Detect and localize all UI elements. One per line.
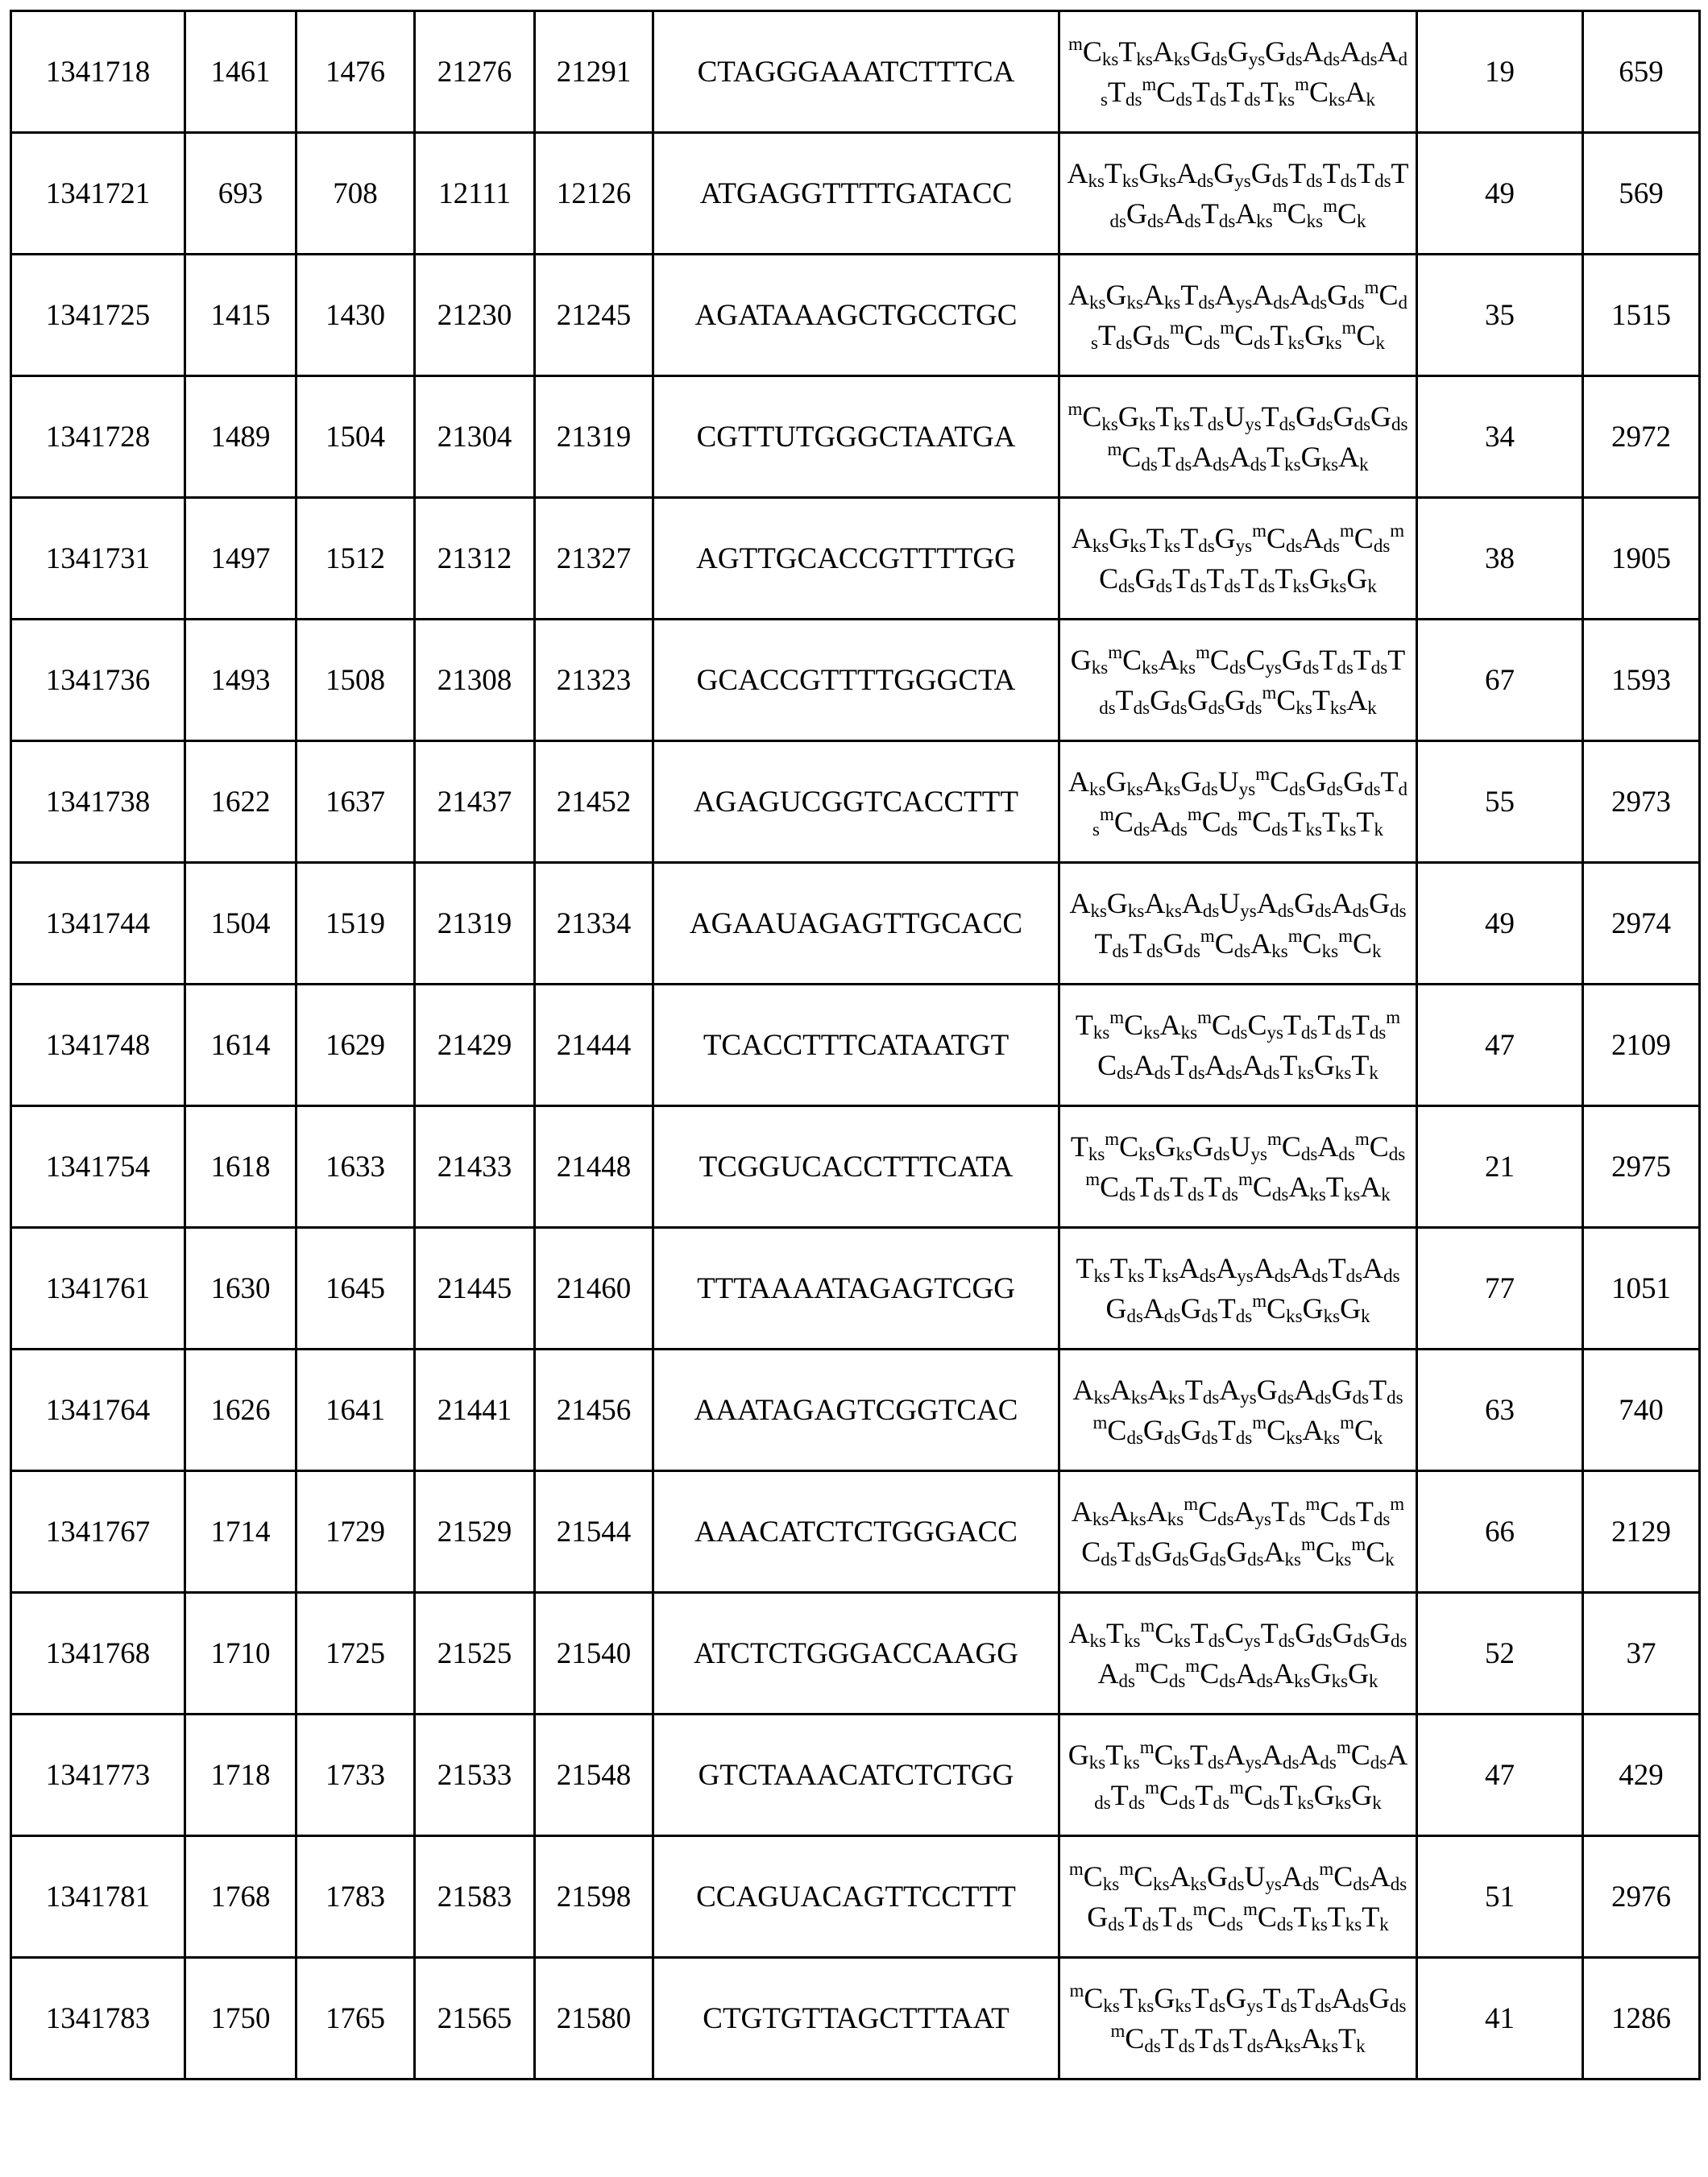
table-row bbox=[11, 1593, 1700, 1715]
stop-site-2-cell: 21544 bbox=[535, 1471, 653, 1593]
compound-id-cell: 1341721 bbox=[11, 133, 185, 255]
compound-id-cell: 1341764 bbox=[11, 1350, 185, 1471]
compound-id-cell: 1341783 bbox=[11, 1958, 185, 2080]
table-row bbox=[11, 1958, 1700, 2080]
seq-id-cell: 2975 bbox=[1583, 1106, 1700, 1228]
compound-id-cell: 1341773 bbox=[11, 1715, 185, 1836]
stop-site-1-cell: 1430 bbox=[296, 255, 415, 376]
start-site-1-cell: 1626 bbox=[185, 1350, 296, 1471]
value-cell: 49 bbox=[1417, 863, 1583, 985]
stop-site-2-cell: 21319 bbox=[535, 376, 653, 498]
start-site-2-cell: 21319 bbox=[415, 863, 535, 985]
start-site-1-cell: 1718 bbox=[185, 1715, 296, 1836]
value-cell: 38 bbox=[1417, 498, 1583, 620]
chemistry-notation-cell: AksGksTksTdsGysmCdsAdsmCdsmCdsGdsTdsTdsTdsTksGksGk bbox=[1059, 498, 1417, 620]
stop-site-1-cell: 1508 bbox=[296, 620, 415, 741]
compound-id-cell: 1341748 bbox=[11, 985, 185, 1106]
chemistry-notation-cell: GksmCksAksmCdsCysGdsTdsTdsTdsTdsGdsGdsGdsmCksTksAk bbox=[1059, 620, 1417, 741]
seq-id-cell: 740 bbox=[1583, 1350, 1700, 1471]
sequence-cell: AAACATCTCTGGGACC bbox=[653, 1471, 1059, 1593]
sequence-cell: CGTTUTGGGCTAATGA bbox=[653, 376, 1059, 498]
stop-site-1-cell: 1641 bbox=[296, 1350, 415, 1471]
value-cell: 21 bbox=[1417, 1106, 1583, 1228]
table-row bbox=[11, 863, 1700, 985]
stop-site-2-cell: 21452 bbox=[535, 741, 653, 863]
chemistry-notation-cell: mCksmCksAksGdsUysAdsmCdsAdsGdsTdsTdsmCdsmCdsTksTksTk bbox=[1059, 1836, 1417, 1958]
stop-site-2-cell: 21448 bbox=[535, 1106, 653, 1228]
start-site-1-cell: 1710 bbox=[185, 1593, 296, 1715]
stop-site-1-cell: 1629 bbox=[296, 985, 415, 1106]
table-body bbox=[11, 11, 1700, 2080]
table-row bbox=[11, 1350, 1700, 1471]
value-cell: 47 bbox=[1417, 985, 1583, 1106]
seq-id-cell: 2976 bbox=[1583, 1836, 1700, 1958]
sequence-cell: ATGAGGTTTTGATACC bbox=[653, 133, 1059, 255]
stop-site-1-cell: 1729 bbox=[296, 1471, 415, 1593]
stop-site-1-cell: 1512 bbox=[296, 498, 415, 620]
table-row bbox=[11, 498, 1700, 620]
table-row bbox=[11, 376, 1700, 498]
sequence-cell: TTTAAAATAGAGTCGG bbox=[653, 1228, 1059, 1350]
start-site-1-cell: 1489 bbox=[185, 376, 296, 498]
start-site-2-cell: 21529 bbox=[415, 1471, 535, 1593]
start-site-1-cell: 1750 bbox=[185, 1958, 296, 2080]
start-site-2-cell: 21276 bbox=[415, 11, 535, 133]
compound-id-cell: 1341767 bbox=[11, 1471, 185, 1593]
start-site-2-cell: 21433 bbox=[415, 1106, 535, 1228]
start-site-1-cell: 693 bbox=[185, 133, 296, 255]
start-site-2-cell: 21230 bbox=[415, 255, 535, 376]
table-row bbox=[11, 255, 1700, 376]
table-row bbox=[11, 11, 1700, 133]
chemistry-notation-cell: mCksTksAksGdsGysGdsAdsAdsAdsTdsmCdsTdsTdsTksmCksAk bbox=[1059, 11, 1417, 133]
start-site-1-cell: 1714 bbox=[185, 1471, 296, 1593]
value-cell: 41 bbox=[1417, 1958, 1583, 2080]
sequence-cell: AGAGUCGGTCACCTTT bbox=[653, 741, 1059, 863]
value-cell: 35 bbox=[1417, 255, 1583, 376]
stop-site-1-cell: 1637 bbox=[296, 741, 415, 863]
value-cell: 34 bbox=[1417, 376, 1583, 498]
chemistry-notation-cell: AksGksAksAdsUysAdsGdsAdsGdsTdsTdsGdsmCdsAksmCksmCk bbox=[1059, 863, 1417, 985]
stop-site-1-cell: 1765 bbox=[296, 1958, 415, 2080]
start-site-2-cell: 21445 bbox=[415, 1228, 535, 1350]
stop-site-1-cell: 1783 bbox=[296, 1836, 415, 1958]
start-site-2-cell: 21441 bbox=[415, 1350, 535, 1471]
start-site-2-cell: 21437 bbox=[415, 741, 535, 863]
value-cell: 47 bbox=[1417, 1715, 1583, 1836]
stop-site-1-cell: 1725 bbox=[296, 1593, 415, 1715]
stop-site-2-cell: 21460 bbox=[535, 1228, 653, 1350]
seq-id-cell: 1286 bbox=[1583, 1958, 1700, 2080]
stop-site-2-cell: 21456 bbox=[535, 1350, 653, 1471]
stop-site-2-cell: 12126 bbox=[535, 133, 653, 255]
value-cell: 51 bbox=[1417, 1836, 1583, 1958]
stop-site-2-cell: 21245 bbox=[535, 255, 653, 376]
sequence-cell: AGTTGCACCGTTTTGG bbox=[653, 498, 1059, 620]
sequence-cell: TCGGUCACCTTTCATA bbox=[653, 1106, 1059, 1228]
start-site-1-cell: 1630 bbox=[185, 1228, 296, 1350]
chemistry-notation-cell: AksTksGksAdsGysGdsTdsTdsTdsTdsGdsAdsTdsAksmCksmCk bbox=[1059, 133, 1417, 255]
stop-site-1-cell: 1504 bbox=[296, 376, 415, 498]
start-site-1-cell: 1622 bbox=[185, 741, 296, 863]
stop-site-2-cell: 21444 bbox=[535, 985, 653, 1106]
start-site-1-cell: 1768 bbox=[185, 1836, 296, 1958]
seq-id-cell: 2129 bbox=[1583, 1471, 1700, 1593]
stop-site-2-cell: 21548 bbox=[535, 1715, 653, 1836]
start-site-1-cell: 1415 bbox=[185, 255, 296, 376]
value-cell: 66 bbox=[1417, 1471, 1583, 1593]
table-row bbox=[11, 620, 1700, 741]
stop-site-2-cell: 21291 bbox=[535, 11, 653, 133]
value-cell: 77 bbox=[1417, 1228, 1583, 1350]
value-cell: 63 bbox=[1417, 1350, 1583, 1471]
compound-id-cell: 1341718 bbox=[11, 11, 185, 133]
compound-id-cell: 1341725 bbox=[11, 255, 185, 376]
stop-site-2-cell: 21598 bbox=[535, 1836, 653, 1958]
start-site-2-cell: 21525 bbox=[415, 1593, 535, 1715]
chemistry-notation-cell: TksmCksGksGdsUysmCdsAdsmCdsmCdsTdsTdsTdsmCdsAksTksAk bbox=[1059, 1106, 1417, 1228]
seq-id-cell: 2972 bbox=[1583, 376, 1700, 498]
table-row bbox=[11, 1836, 1700, 1958]
seq-id-cell: 1515 bbox=[1583, 255, 1700, 376]
sequence-cell: ATCTCTGGGACCAAGG bbox=[653, 1593, 1059, 1715]
start-site-2-cell: 12111 bbox=[415, 133, 535, 255]
value-cell: 19 bbox=[1417, 11, 1583, 133]
chemistry-notation-cell: TksmCksAksmCdsCysTdsTdsTdsmCdsAdsTdsAdsAdsTksGksTk bbox=[1059, 985, 1417, 1106]
stop-site-1-cell: 1476 bbox=[296, 11, 415, 133]
sequence-cell: GCACCGTTTTGGGCTA bbox=[653, 620, 1059, 741]
sequence-cell: GTCTAAACATCTCTGG bbox=[653, 1715, 1059, 1836]
chemistry-notation-cell: mCksGksTksTdsUysTdsGdsGdsGdsmCdsTdsAdsAdsTksGksAk bbox=[1059, 376, 1417, 498]
seq-id-cell: 1905 bbox=[1583, 498, 1700, 620]
table-row bbox=[11, 1715, 1700, 1836]
start-site-1-cell: 1614 bbox=[185, 985, 296, 1106]
start-site-2-cell: 21583 bbox=[415, 1836, 535, 1958]
chemistry-notation-cell: AksGksAksTdsAysAdsAdsGdsmCdsTdsGdsmCdsmCdsTksGksmCk bbox=[1059, 255, 1417, 376]
start-site-2-cell: 21429 bbox=[415, 985, 535, 1106]
oligonucleotide-table bbox=[10, 10, 1701, 2080]
table-row bbox=[11, 741, 1700, 863]
compound-id-cell: 1341754 bbox=[11, 1106, 185, 1228]
compound-id-cell: 1341768 bbox=[11, 1593, 185, 1715]
seq-id-cell: 659 bbox=[1583, 11, 1700, 133]
value-cell: 67 bbox=[1417, 620, 1583, 741]
chemistry-notation-cell: AksAksAksmCdsAysTdsmCdsTdsmCdsTdsGdsGdsGdsAksmCksmCk bbox=[1059, 1471, 1417, 1593]
stop-site-2-cell: 21323 bbox=[535, 620, 653, 741]
compound-id-cell: 1341761 bbox=[11, 1228, 185, 1350]
seq-id-cell: 37 bbox=[1583, 1593, 1700, 1715]
chemistry-notation-cell: GksTksmCksTdsAysAdsAdsmCdsAdsTdsmCdsTdsmCdsTksGksGk bbox=[1059, 1715, 1417, 1836]
start-site-2-cell: 21304 bbox=[415, 376, 535, 498]
stop-site-1-cell: 708 bbox=[296, 133, 415, 255]
start-site-1-cell: 1504 bbox=[185, 863, 296, 985]
chemistry-notation-cell: AksTksmCksTdsCysTdsGdsGdsGdsAdsmCdsmCdsAdsAksGksGk bbox=[1059, 1593, 1417, 1715]
sequence-cell: CTAGGGAAATCTTTCA bbox=[653, 11, 1059, 133]
table-row bbox=[11, 985, 1700, 1106]
chemistry-notation-cell: AksGksAksGdsUysmCdsGdsGdsTdsmCdsAdsmCdsmCdsTksTksTk bbox=[1059, 741, 1417, 863]
seq-id-cell: 429 bbox=[1583, 1715, 1700, 1836]
value-cell: 52 bbox=[1417, 1593, 1583, 1715]
seq-id-cell: 2109 bbox=[1583, 985, 1700, 1106]
table-row bbox=[11, 133, 1700, 255]
table-row bbox=[11, 1228, 1700, 1350]
chemistry-notation-cell: TksTksTksAdsAysAdsAdsTdsAdsGdsAdsGdsTdsmCksGksGk bbox=[1059, 1228, 1417, 1350]
compound-id-cell: 1341736 bbox=[11, 620, 185, 741]
table-row bbox=[11, 1106, 1700, 1228]
stop-site-2-cell: 21327 bbox=[535, 498, 653, 620]
stop-site-1-cell: 1519 bbox=[296, 863, 415, 985]
compound-id-cell: 1341744 bbox=[11, 863, 185, 985]
seq-id-cell: 569 bbox=[1583, 133, 1700, 255]
sequence-cell: TCACCTTTCATAATGT bbox=[653, 985, 1059, 1106]
start-site-1-cell: 1493 bbox=[185, 620, 296, 741]
stop-site-1-cell: 1733 bbox=[296, 1715, 415, 1836]
start-site-2-cell: 21312 bbox=[415, 498, 535, 620]
value-cell: 55 bbox=[1417, 741, 1583, 863]
stop-site-2-cell: 21334 bbox=[535, 863, 653, 985]
seq-id-cell: 2974 bbox=[1583, 863, 1700, 985]
compound-id-cell: 1341728 bbox=[11, 376, 185, 498]
start-site-1-cell: 1497 bbox=[185, 498, 296, 620]
compound-id-cell: 1341731 bbox=[11, 498, 185, 620]
start-site-2-cell: 21308 bbox=[415, 620, 535, 741]
value-cell: 49 bbox=[1417, 133, 1583, 255]
start-site-2-cell: 21565 bbox=[415, 1958, 535, 2080]
chemistry-notation-cell: AksAksAksTdsAysGdsAdsGdsTdsmCdsGdsGdsTdsmCksAksmCk bbox=[1059, 1350, 1417, 1471]
start-site-1-cell: 1461 bbox=[185, 11, 296, 133]
compound-id-cell: 1341738 bbox=[11, 741, 185, 863]
sequence-cell: CTGTGTTAGCTTTAAT bbox=[653, 1958, 1059, 2080]
sequence-cell: CCAGUACAGTTCCTTT bbox=[653, 1836, 1059, 1958]
stop-site-1-cell: 1645 bbox=[296, 1228, 415, 1350]
stop-site-1-cell: 1633 bbox=[296, 1106, 415, 1228]
stop-site-2-cell: 21540 bbox=[535, 1593, 653, 1715]
seq-id-cell: 2973 bbox=[1583, 741, 1700, 863]
stop-site-2-cell: 21580 bbox=[535, 1958, 653, 2080]
start-site-1-cell: 1618 bbox=[185, 1106, 296, 1228]
start-site-2-cell: 21533 bbox=[415, 1715, 535, 1836]
compound-id-cell: 1341781 bbox=[11, 1836, 185, 1958]
seq-id-cell: 1593 bbox=[1583, 620, 1700, 741]
seq-id-cell: 1051 bbox=[1583, 1228, 1700, 1350]
chemistry-notation-cell: mCksTksGksTdsGysTdsTdsAdsGdsmCdsTdsTdsTdsAksAksTk bbox=[1059, 1958, 1417, 2080]
sequence-cell: AAATAGAGTCGGTCAC bbox=[653, 1350, 1059, 1471]
table-row bbox=[11, 1471, 1700, 1593]
sequence-cell: AGATAAAGCTGCCTGC bbox=[653, 255, 1059, 376]
sequence-cell: AGAAUAGAGTTGCACC bbox=[653, 863, 1059, 985]
